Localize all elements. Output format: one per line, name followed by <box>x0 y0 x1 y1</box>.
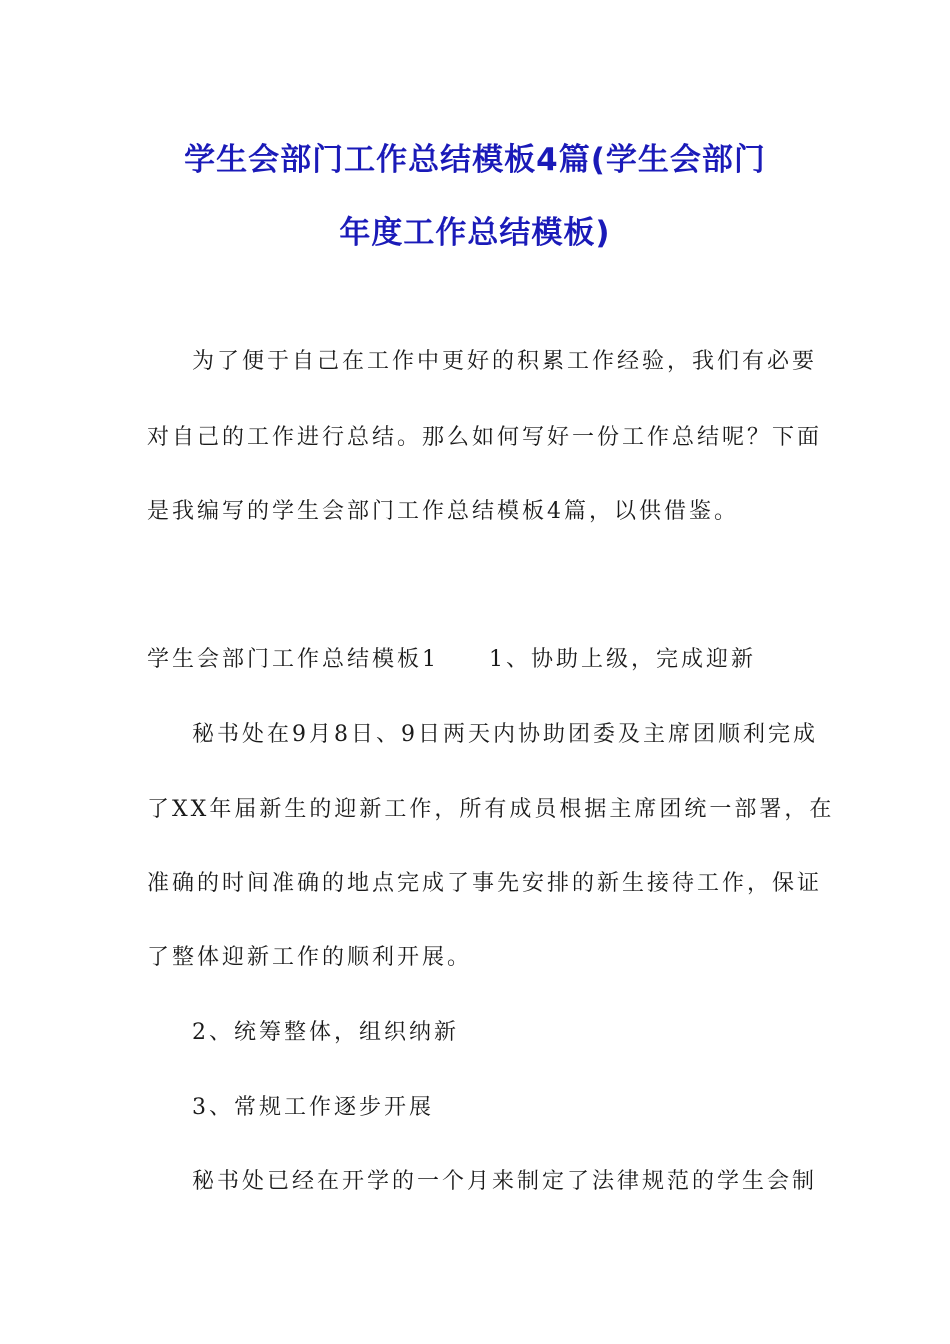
intro-line-3: 是我编写的学生会部门工作总结模板4篇，以供借鉴。 <box>147 499 739 524</box>
item-2: 2、统筹整体，组织纳新 <box>192 1020 459 1045</box>
document-title-line-1: 学生会部门工作总结模板4篇(学生会部门 <box>184 142 766 178</box>
intro-line-1: 为了便于自己在工作中更好的积累工作经验，我们有必要 <box>192 349 818 374</box>
item-3: 3、常规工作逐步开展 <box>192 1095 434 1120</box>
paragraph-1-line-4: 了整体迎新工作的顺利开展。 <box>147 945 473 970</box>
paragraph-1-line-3: 准确的时间准确的地点完成了事先安排的新生接待工作，保证 <box>147 871 823 896</box>
section-1-heading: 学生会部门工作总结模板1 <box>147 647 439 672</box>
intro-line-2: 对自己的工作进行总结。那么如何写好一份工作总结呢？下面 <box>147 425 823 450</box>
section-1-heading-row <box>147 645 807 675</box>
paragraph-2-line-1: 秘书处已经在开学的一个月来制定了法律规范的学生会制 <box>192 1169 818 1194</box>
document-title-line-2: 年度工作总结模板) <box>339 215 611 251</box>
section-1-item-1: 1、协助上级，完成迎新 <box>489 647 756 672</box>
paragraph-1-line-2: 了XX年届新生的迎新工作，所有成员根据主席团统一部署，在 <box>147 797 835 822</box>
paragraph-1-line-1: 秘书处在9月8日、9日两天内协助团委及主席团顺利完成 <box>192 722 818 747</box>
